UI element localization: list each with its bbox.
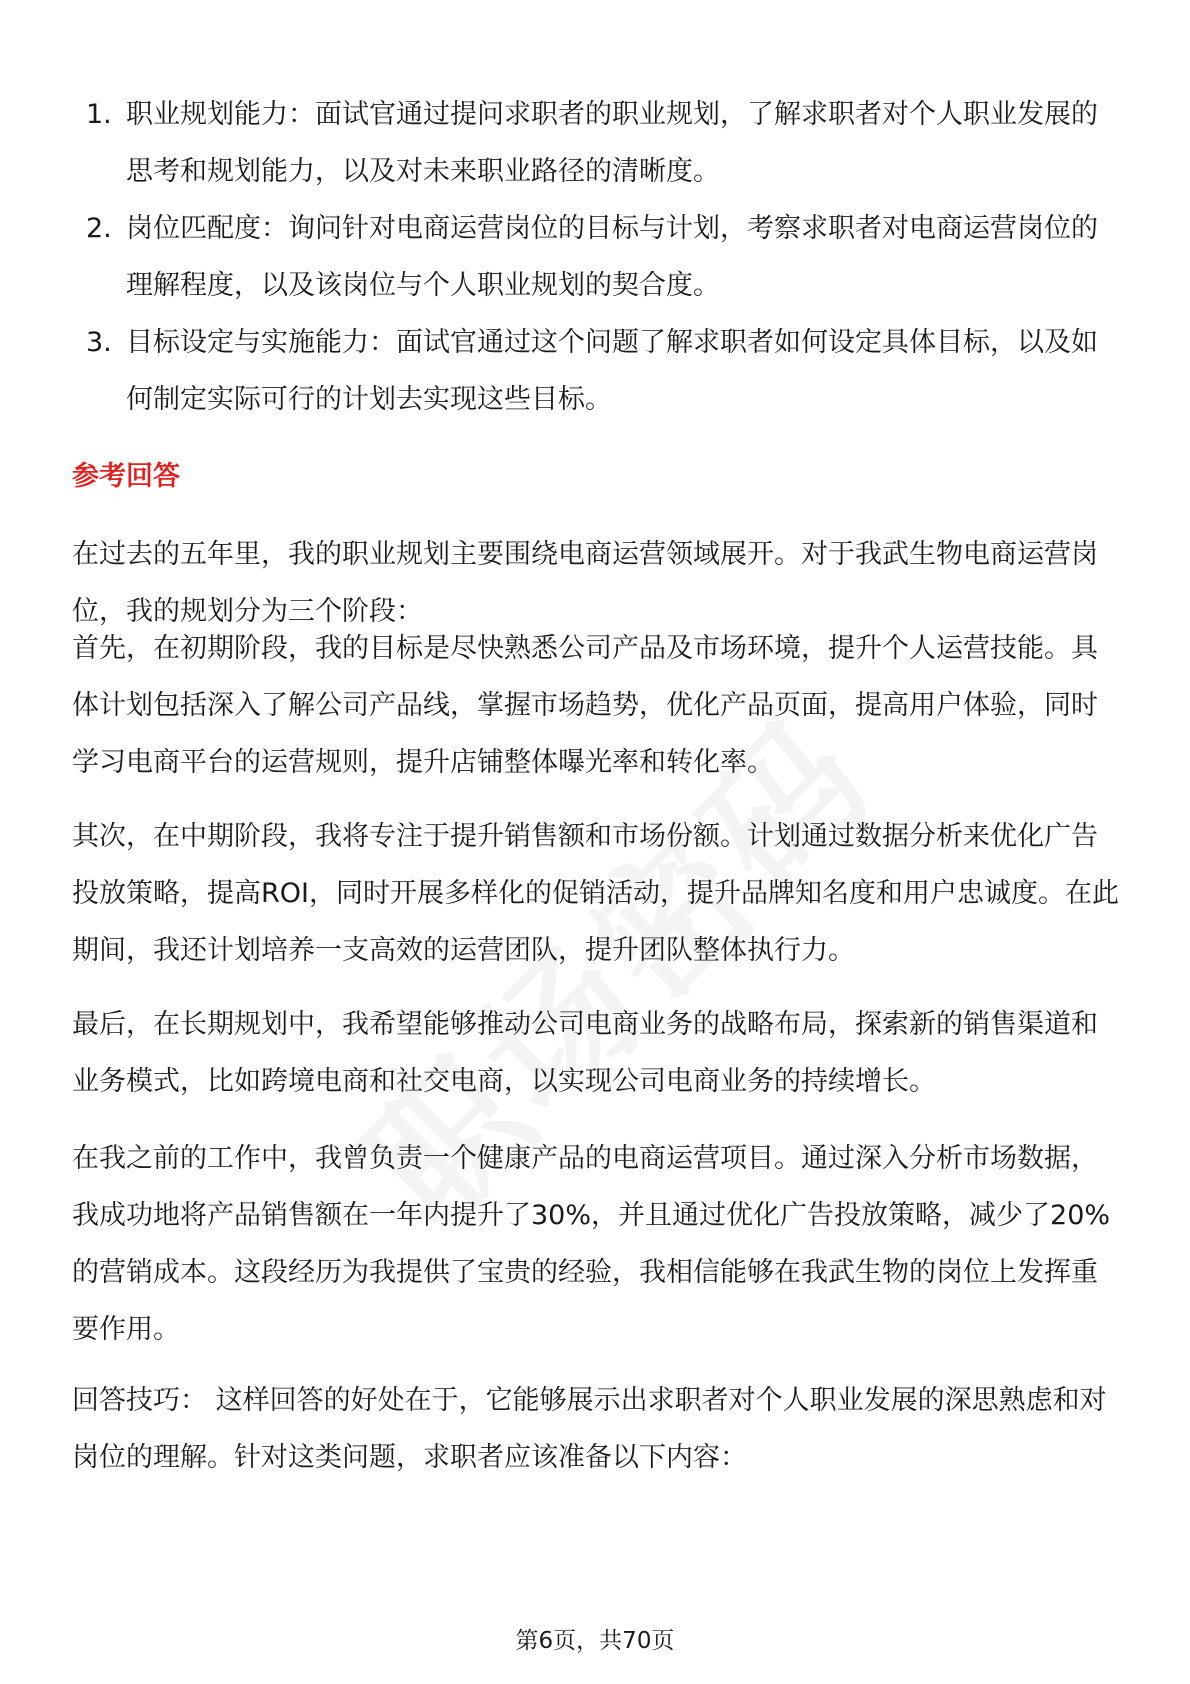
paragraph-stage-1: 首先，在初期阶段，我的目标是尽快熟悉公司产品及市场环境，提升个人运营技能。具体计划包括深入了解公司产品线，掌握市场趋势，优化产品页面，提高用户体验，同时学习电商平台的运营规则，提升店铺整体曝光率和转化率。 — [72, 633, 1098, 778]
paragraph-experience: 在我之前的工作中，我曾负责一个健康产品的电商运营项目。通过深入分析市场数据，我成功地将产品销售额在一年内提升了30%，并且通过优化广告投放策略，减少了20%的营销成本。这段经历为我提供了宝贵的经验，我相信能够在我武生物的岗位上发挥重要作用。 — [72, 1143, 1111, 1345]
list-text: 目标设定与实施能力：面试官通过这个问题了解求职者如何设定具体目标，以及如何制定实际可行的计划去实现这些目标。 — [126, 327, 1098, 415]
list-item — [72, 86, 1122, 200]
paragraph-stage-3: 最后，在长期规划中，我希望能够推动公司电商业务的战略布局，探索新的销售渠道和业务模式，比如跨境电商和社交电商，以实现公司电商业务的持续增长。 — [72, 1009, 1098, 1097]
criteria-list — [72, 86, 1122, 428]
list-item — [72, 314, 1122, 428]
section-heading: 参考回答 — [72, 461, 180, 492]
list-number: 3. — [86, 327, 112, 358]
paragraph-stage-2: 其次，在中期阶段，我将专注于提升销售额和市场份额。计划通过数据分析来优化广告投放策略，提高ROI，同时开展多样化的促销活动，提升品牌知名度和用户忠诚度。在此期间，我还计划培养一支高效的运营团队，提升团队整体执行力。 — [72, 821, 1119, 966]
list-text: 职业规划能力：面试官通过提问求职者的职业规划，了解求职者对个人职业发展的思考和规划能力，以及对未来职业路径的清晰度。 — [126, 99, 1098, 187]
list-number: 1. — [86, 99, 112, 130]
page-number: 第6页，共70页 — [515, 1628, 675, 1654]
paragraph-intro: 在过去的五年里，我的职业规划主要围绕电商运营领域展开。对于我武生物电商运营岗位，我的规划分为三个阶段： — [72, 539, 1098, 627]
paragraph-tips: 回答技巧： 这样回答的好处在于，它能够展示出求职者对个人职业发展的深思熟虑和对岗位的理解。针对这类问题，求职者应该准备以下内容： — [72, 1385, 1107, 1473]
list-text: 岗位匹配度：询问针对电商运营岗位的目标与计划，考察求职者对电商运营岗位的理解程度，以及该岗位与个人职业规划的契合度。 — [126, 213, 1098, 301]
list-number: 2. — [86, 213, 112, 244]
list-item — [72, 200, 1122, 314]
